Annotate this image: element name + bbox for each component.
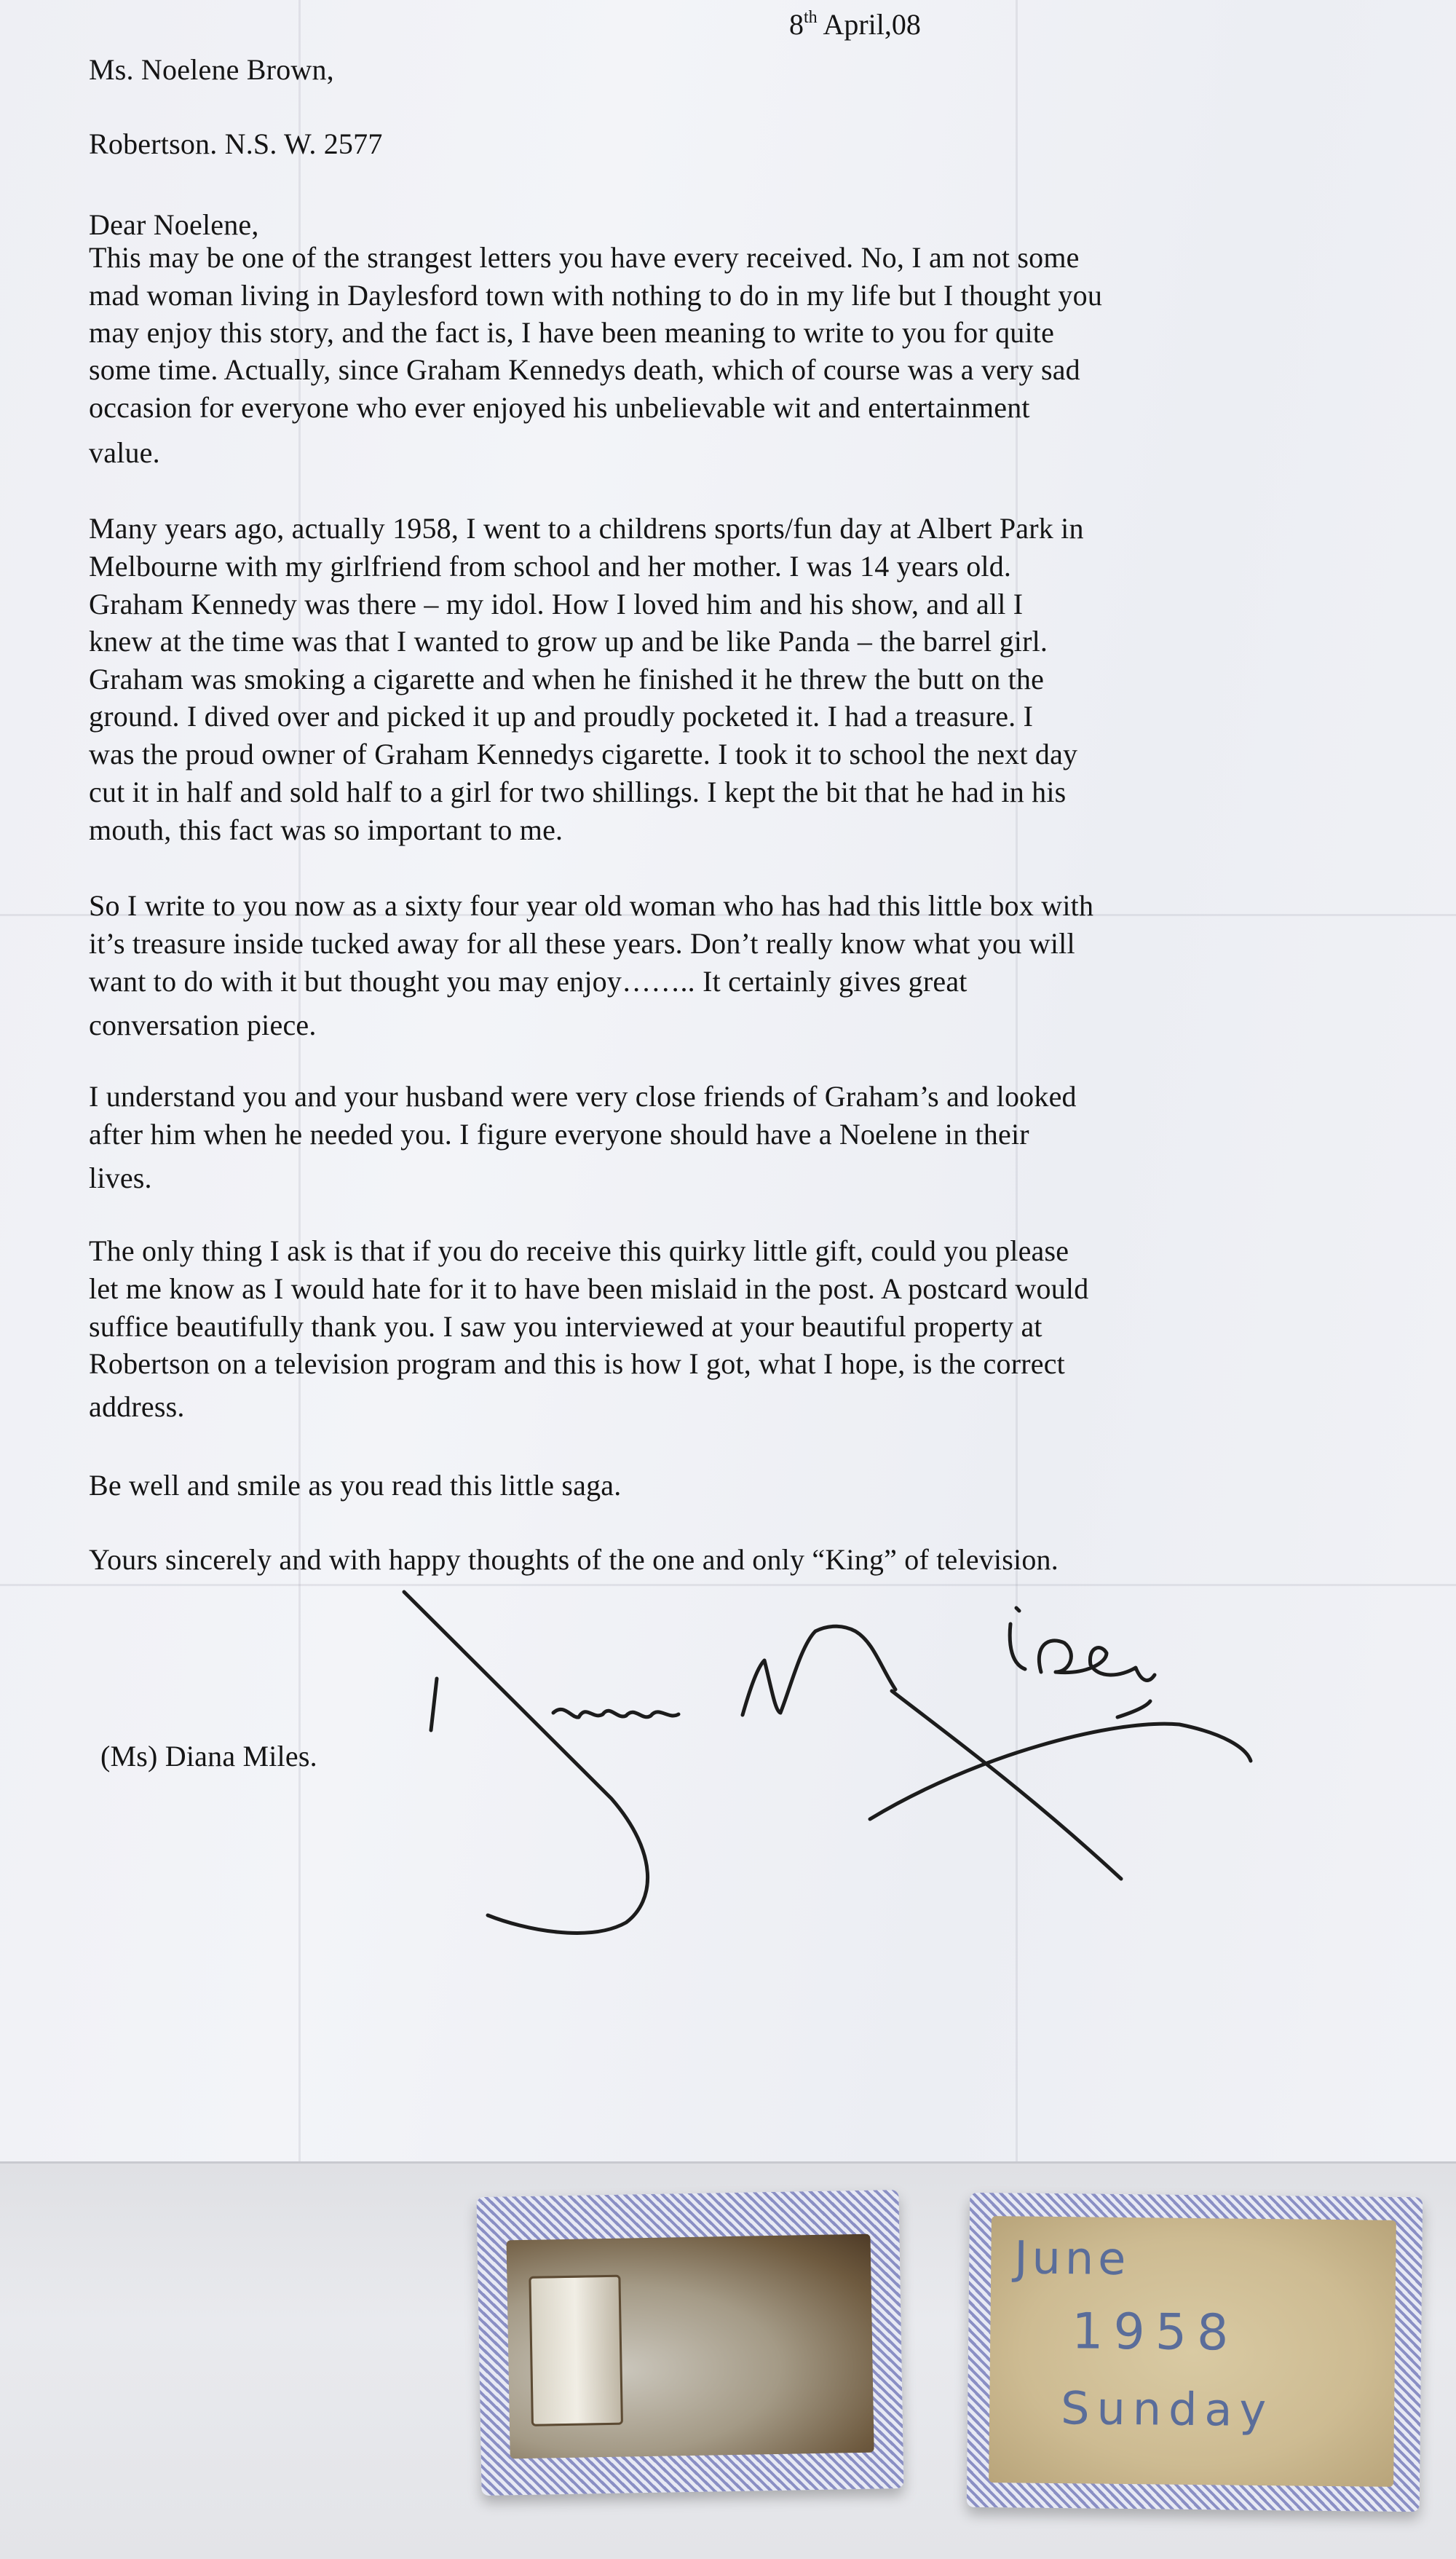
body-line: Graham Kennedy was there – my idol. How I loved him and his show, and all I <box>89 588 1024 620</box>
letter-date: 8th April,08 <box>789 8 921 41</box>
tray-interior <box>507 2234 874 2459</box>
body-line: may enjoy this story, and the fact is, I have been meaning to write to you for quite <box>89 316 1055 349</box>
body-line: cut it in half and sold half to a girl for two shillings. I kept the bit that he had in his <box>89 776 1067 808</box>
body-line: So I write to you now as a sixty four year old woman who has had this little box with <box>89 889 1094 922</box>
body-line: The only thing I ask is that if you do receive this quirky little gift, could you please <box>89 1234 1069 1267</box>
body-line: lives. <box>89 1162 152 1194</box>
closing-line: Yours sincerely and with happy thoughts of the one and only “King” of television. <box>89 1543 1059 1576</box>
body-line: some time. Actually, since Graham Kennedys death, which of course was a very sad <box>89 353 1080 386</box>
body-line: ground. I dived over and picked it up and proudly pocketed it. I had a treasure. I <box>89 700 1034 733</box>
body-line: let me know as I would hate for it to have been mislaid in the post. A postcard would <box>89 1272 1089 1305</box>
matchbox-tray <box>476 2190 903 2496</box>
body-line: Many years ago, actually 1958, I went to a childrens sports/fun day at Albert Park in <box>89 512 1084 545</box>
recipient-address: Robertson. N.S. W. 2577 <box>89 127 383 160</box>
body-line: knew at the time was that I wanted to grow up and be like Panda – the barrel girl. <box>89 625 1048 658</box>
body-line: This may be one of the strangest letters you have every received. No, I am not some <box>89 241 1080 274</box>
body-line: suffice beautifully thank you. I saw you interviewed at your beautiful property at <box>89 1310 1042 1343</box>
body-line: occasion for everyone who ever enjoyed his unbelievable wit and entertainment <box>89 391 1030 424</box>
body-line: Graham was smoking a cigarette and when he finished it he threw the butt on the <box>89 663 1045 695</box>
lid-interior <box>989 2216 1396 2487</box>
lid-handwriting-month: June <box>1013 2231 1131 2286</box>
recipient-name: Ms. Noelene Brown, <box>89 53 334 86</box>
body-line: I understand you and your husband were very close friends of Graham’s and looked <box>89 1080 1077 1113</box>
body-line: after him when he needed you. I figure everyone should have a Noelene in their <box>89 1118 1029 1151</box>
body-line: value. <box>89 436 160 469</box>
body-line: address. <box>89 1390 185 1423</box>
matchbox-lid <box>967 2193 1423 2512</box>
body-line: want to do with it but thought you may enjoy…….. It certainly gives great <box>89 965 968 998</box>
body-line: Be well and smile as you read this little saga. <box>89 1469 622 1502</box>
body-line: mouth, this fact was so important to me. <box>89 813 563 846</box>
body-line: was the proud owner of Graham Kennedys cigarette. I took it to school the next day <box>89 738 1078 770</box>
body-line: conversation piece. <box>89 1009 317 1041</box>
sender-name: (Ms) Diana Miles. <box>100 1740 317 1773</box>
body-line: it’s treasure inside tucked away for all these years. Don’t really know what you will <box>89 927 1075 960</box>
cigarette-butt <box>529 2275 623 2426</box>
lid-handwriting-year: 1958 <box>1071 2303 1239 2362</box>
lid-handwriting-day: Sunday <box>1060 2381 1274 2437</box>
body-line: Robertson on a television program and this is how I got, what I hope, is the correct <box>89 1347 1065 1380</box>
body-line: mad woman living in Daylesford town with nothing to do in my life but I thought you <box>89 279 1103 312</box>
salutation: Dear Noelene, <box>89 208 259 241</box>
body-line: Melbourne with my girlfriend from school and her mother. I was 14 years old. <box>89 550 1012 583</box>
